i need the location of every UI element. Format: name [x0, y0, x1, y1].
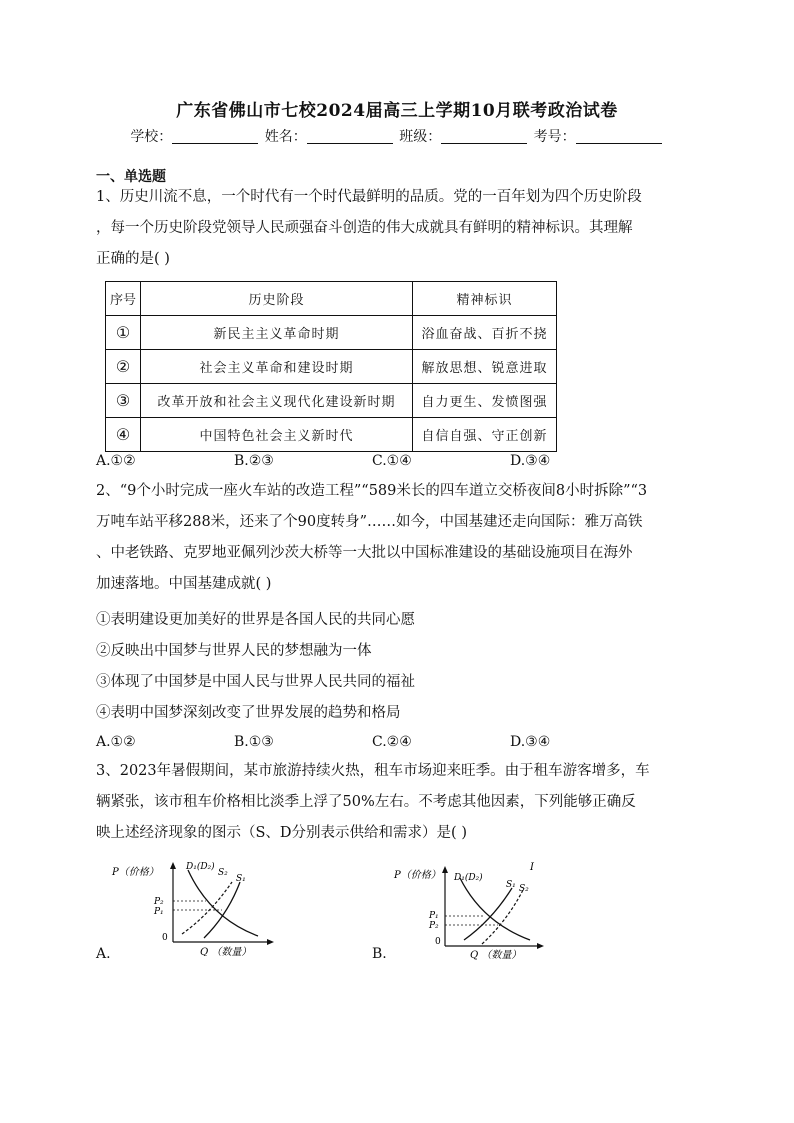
table-header-cell: 序号 [106, 282, 141, 316]
question-3-line: 映上述经济现象的图示（S、D分别表示供给和需求）是( ) [96, 825, 467, 841]
option-a[interactable]: A.①② [96, 453, 136, 469]
x-axis-arrow [537, 943, 544, 949]
curve-label-s2: S₂ [519, 884, 529, 894]
price-label-p2: P₂ [429, 921, 439, 931]
statement-3: ③体现了中国梦是中国人民与世界人民共同的福祉 [96, 674, 415, 690]
supply-curve-s2 [182, 882, 232, 934]
statement-2: ②反映出中国梦与世界人民的梦想融为一体 [96, 643, 372, 659]
table-cell: 自信自强、守正创新 [413, 418, 557, 452]
option-d[interactable]: D.③④ [510, 453, 551, 469]
curve-label-s1: S₁ [236, 874, 246, 884]
demand-curve [188, 870, 258, 936]
option-b[interactable]: B.②③ [234, 453, 274, 469]
curve-label-d: D₁(D₂) [186, 862, 215, 872]
table-header-cell: 历史阶段 [141, 282, 413, 316]
question-1-line: ，每一个历史阶段党领导人民顽强奋斗创造的伟大成就具有鲜明的精神标识。其理解 [96, 220, 633, 236]
school-label: 学校： [130, 129, 173, 145]
school-blank[interactable] [172, 129, 258, 144]
corner-mark: I [530, 862, 534, 873]
question-2-line: 2、“9个小时完成一座火车站的改造工程”“589米长的四车道立交桥夜间8小时拆除”“3 [96, 483, 648, 499]
class-blank[interactable] [441, 129, 527, 144]
curve-label-d: D₁(D₂) [454, 873, 483, 883]
price-label-p2: P₂ [154, 897, 164, 907]
exam-number-label: 考号： [533, 129, 576, 145]
table-header-cell: 精神标识 [413, 282, 557, 316]
exam-number-blank[interactable] [576, 129, 662, 144]
table-row [106, 418, 557, 452]
question-2-line: 万吨车站平移288米，还来了个90度转身”……如今，中国基建还走向国际：雅万高铁 [96, 514, 643, 530]
table-cell: ③ [106, 384, 141, 418]
table-cell: 浴血奋战、百折不挠 [413, 316, 557, 350]
question-3-stem [96, 756, 702, 849]
x-axis-arrow [267, 939, 274, 945]
option-c[interactable]: C.①④ [372, 453, 412, 469]
graph-a-svg [110, 856, 280, 956]
origin-label: 0 [435, 937, 441, 947]
question-3-line: 3、2023年暑假期间，某市旅游持续火热，租车市场迎来旺季。由于租车游客增多，车 [96, 763, 650, 779]
graph-b [390, 858, 550, 968]
table-cell: ① [106, 316, 141, 350]
student-info-row [0, 126, 794, 146]
class-label: 班级： [399, 129, 442, 145]
y-axis-label: P（价格） [112, 867, 159, 878]
table-row [106, 350, 557, 384]
table-header-row [106, 282, 557, 316]
history-stages-table [105, 281, 557, 452]
option-b[interactable]: B.①③ [234, 734, 274, 750]
price-label-p1: P₁ [154, 907, 164, 917]
question-2-line: 加速落地。中国基建成就( ) [96, 576, 272, 592]
exam-title: 广东省佛山市七校2024届高三上学期10月联考政治试卷 [176, 101, 618, 121]
table-cell: 自力更生、发愤图强 [413, 384, 557, 418]
name-label: 姓名： [264, 129, 307, 145]
section-title: 一、单选题 [96, 169, 166, 185]
table-cell: 中国特色社会主义新时代 [141, 418, 413, 452]
name-blank[interactable] [307, 129, 393, 144]
table-cell: 社会主义革命和建设时期 [141, 350, 413, 384]
graph-a-option[interactable]: A. [96, 946, 111, 962]
table-cell: 解放思想、锐意进取 [413, 350, 557, 384]
question-1-line: 1、历史川流不息，一个时代有一个时代最鲜明的品质。党的一百年划为四个历史阶段 [96, 189, 642, 205]
x-axis-label: Q （数量） [470, 950, 522, 961]
price-label-p1: P₁ [429, 911, 439, 921]
question-3-line: 辆紧张，该市租车价格相比淡季上浮了50%左右。不考虑其他因素，下列能够正确反 [96, 794, 636, 810]
origin-label: 0 [162, 933, 168, 943]
curve-label-s2: S₂ [218, 868, 228, 878]
x-axis-label: Q （数量） [200, 947, 252, 956]
curve-label-s1: S₁ [506, 880, 516, 890]
option-c[interactable]: C.②④ [372, 734, 412, 750]
y-axis-arrow [170, 862, 176, 869]
table-cell: ② [106, 350, 141, 384]
table-cell: 新民主主义革命时期 [141, 316, 413, 350]
table-row [106, 316, 557, 350]
graph-b-option[interactable]: B. [372, 946, 387, 962]
table-cell: 改革开放和社会主义现代化建设新时期 [141, 384, 413, 418]
question-2-line: 、中老铁路、克罗地亚佩列沙茨大桥等一大批以中国标准建设的基础设施项目在海外 [96, 545, 633, 561]
statement-1: ①表明建设更加美好的世界是各国人民的共同心愿 [96, 612, 415, 628]
option-d[interactable]: D.③④ [510, 734, 551, 750]
graph-b-svg [390, 858, 550, 964]
question-1-line: 正确的是( ) [96, 251, 170, 267]
question-2-stem [96, 476, 702, 600]
y-axis-label: P（价格） [394, 870, 441, 881]
question-1-stem [96, 182, 702, 275]
y-axis-arrow [442, 866, 448, 873]
table-row [106, 384, 557, 418]
table-cell: ④ [106, 418, 141, 452]
graph-a [110, 856, 280, 960]
statement-4: ④表明中国梦深刻改变了世界发展的趋势和格局 [96, 705, 401, 721]
option-a[interactable]: A.①② [96, 734, 136, 750]
